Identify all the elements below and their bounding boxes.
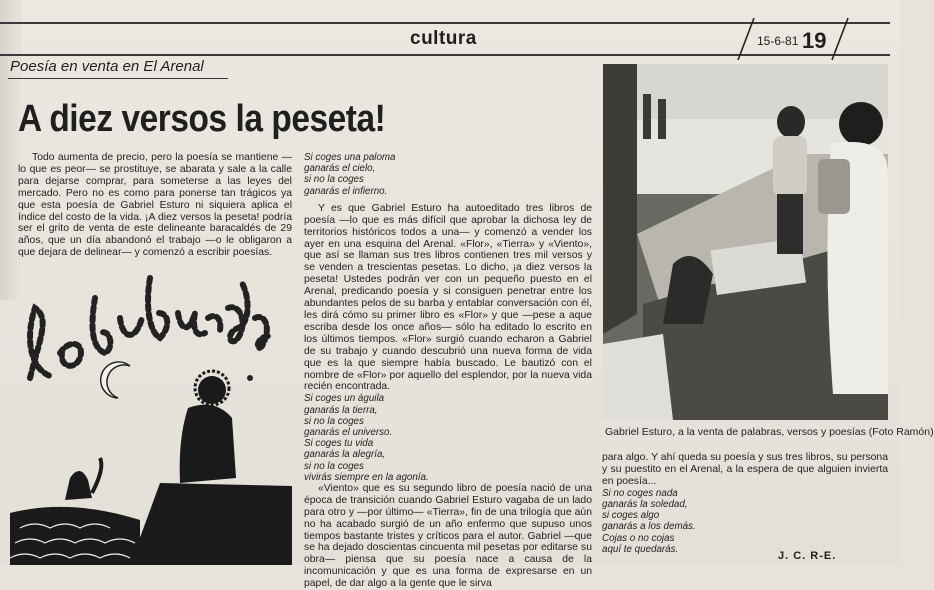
- article-kicker: Poesía en venta en El Arenal: [10, 58, 204, 75]
- body-paragraph-3: «Viento» que es su segundo libro de poesía nació de una época de transición cuando Gabriel Esturo vagaba de un lado para otro y —por último— «Tierra», fin de una trilogía que aún no ha acabado surgió de un año enfermo que supuso unos tiempos bastante tristes y críticos para el autor. Gabriel —que se ha dejado doscientas cincuenta mil pesetas por editarse su obra— piensa que su poesía nace a causa de la incomunicación y que es una forma de expresarse en un papel, de dar algo a la gente que le sirva: [304, 482, 592, 590]
- verse-line: Si no coges nada: [602, 487, 678, 499]
- author-signature: J. C. R-E.: [778, 550, 837, 562]
- body-paragraph-2: Y es que Gabriel Esturo ha autoeditado tres libros de poesía —lo que es más difícil que aprobar la dichosa ley de territorios históricos todos a una— y comenzó a vender los ayer en una esquina del Arenal. «Flor», «Tierra» y «Viento», que así se llaman sus tres libros contienen tres mil versos y se venden a trescientas pesetas. Lo dicho, ¡a diez versos la peseta! Ustedes podrán ver con un pequeño puesto en el Arenal, predicando poesía y si consiguen penetrar entre los abundantes pelos de su barba y entablar conversación con él, les dirá cómo su primer libro es «Flor» y que —pese a aque escriba desde los once años— sólo ha editado lo escrito en los últimos tiempos. «Flor» surgió cuando echaron a Gabriel de su trabajo y cuando descubrió una nueva forma de vida que es la que siempre había buscado. Le bautizó con el nombre de «Flor» por aquello del esplendor, por la nueva vida recién encontrada.: [304, 202, 592, 393]
- verse-line: ganarás el cielo,: [304, 163, 376, 175]
- photo-scene: [603, 64, 888, 420]
- body-paragraph-4: para algo. Y ahí queda su poesía y sus tres libros, su persona y su puestito en el Arenal, a la espera de que alguien invierta en poesía...: [602, 452, 888, 487]
- verse-line: si no la coges: [304, 460, 364, 472]
- verse-line: Si coges tu vida: [304, 438, 374, 450]
- lead-paragraph-column: [18, 152, 292, 259]
- verse-line: Si coges una paloma: [304, 152, 396, 163]
- verse-line: ganarás el universo.: [304, 426, 393, 438]
- verse-block-1: [304, 152, 592, 197]
- verse-block-2: [304, 393, 592, 483]
- middle-column: [304, 152, 592, 590]
- verse-line: ganarás la soledad,: [602, 498, 688, 510]
- verse-line: Cojas o no cojas: [602, 532, 675, 544]
- silhouette-figure: [10, 371, 292, 565]
- buhardilla-illustration: [10, 258, 292, 565]
- verse-line: si coges algo: [602, 510, 660, 522]
- photo-caption: Gabriel Esturo, a la venta de palabras, versos y poesías (Foto Ramón): [605, 426, 934, 438]
- issue-date: 15-6-81: [757, 34, 799, 48]
- verse-line: ganarás a los demás.: [602, 521, 696, 533]
- verse-line: aquí te quedarás.: [602, 543, 679, 555]
- lead-paragraph: Todo aumenta de precio, pero la poesía se mantiene —lo que es peor— se prostituye, se abarata y sale a la calle para dejarse comprar, para someterse a las leyes del mercado. Pero no es como para ponerse tan trágicos ya que esta poesía de Gabriel Esturo ni siquiera aplica el índice del costo de la vida. ¡A diez versos la peseta! podría ser el grito de venta de este delineante baracaldés de 29 años, que un día abandonó el trabajo —o le obligaron a que dejara de delinear— y comenzó a escribir poesías.: [18, 152, 292, 259]
- kicker-rule: [8, 78, 228, 79]
- article-photo: [603, 64, 888, 420]
- verse-line: ganarás el infierno.: [304, 185, 388, 197]
- verse-line: vivirás siempre en la agonía.: [304, 471, 429, 483]
- verse-line: si no la coges: [304, 415, 364, 427]
- verse-line: Si coges un águila: [304, 393, 385, 405]
- right-column: [602, 452, 888, 555]
- verse-block-3: [602, 488, 888, 555]
- hand-lettered-title: [30, 278, 268, 378]
- verse-line: ganarás la tierra,: [304, 404, 378, 416]
- verse-line: si no la coges: [304, 174, 364, 186]
- section-title: cultura: [410, 28, 477, 49]
- page-number: 19: [802, 28, 827, 53]
- verse-line: ganarás la alegría,: [304, 449, 386, 461]
- buhardilla-drawing: [10, 258, 292, 565]
- article-headline: A diez versos la peseta!: [18, 98, 386, 140]
- moon-icon: [101, 362, 130, 398]
